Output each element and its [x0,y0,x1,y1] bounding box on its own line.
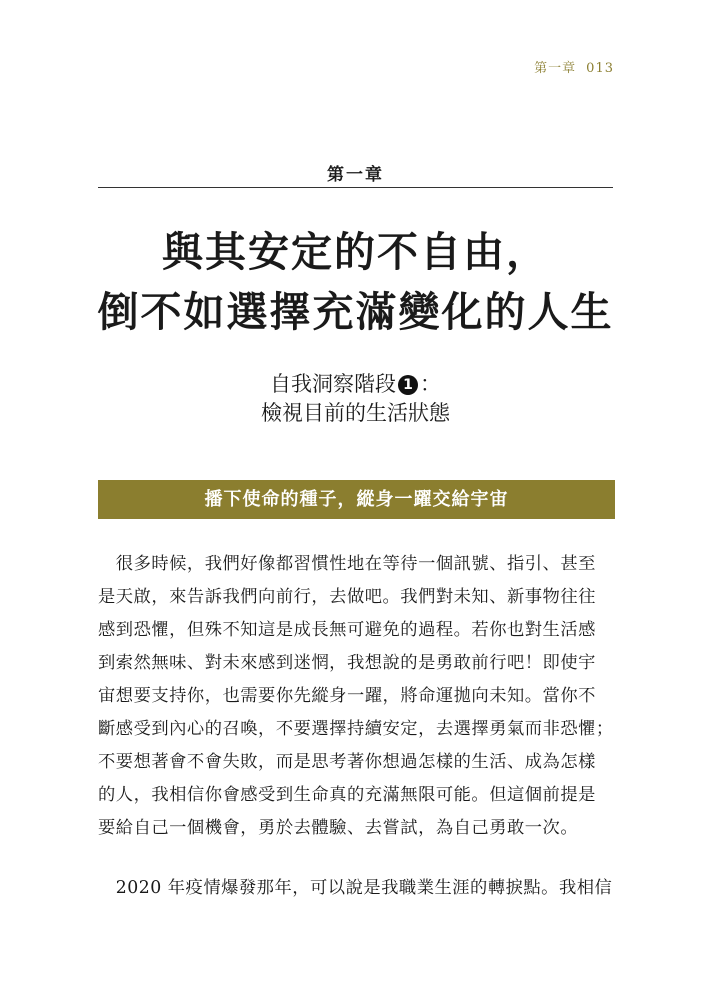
chapter-title-line-1: 與其安定的不自由， [162,228,549,276]
paragraph-line: 要給自己一個機會，勇於去體驗、去嘗試，為自己勇敢一次。 [98,818,579,838]
paragraph-line: 不要想著會不會失敗，而是思考著你想過怎樣的生活、成為怎樣 [98,752,596,772]
paragraph-line: 到索然無味、對未來感到迷惘，我想說的是勇敢前行吧！即使宇 [98,653,596,673]
chapter-title-line-2: 倒不如選擇充滿變化的人生 [97,288,614,336]
subtitle-line-2: 檢視目前的生活狀態 [261,401,450,425]
running-head [534,57,614,76]
paragraph-line: 2020 年疫情爆發那年，可以說是我職業生涯的轉捩點。我相信 [98,878,613,898]
section-heading: 播下使命的種子，縱身一躍交給宇宙 [98,480,615,519]
chapter-subtitle [0,370,711,428]
paragraph-line: 是天啟，來告訴我們向前行，去做吧。我們對未知、新事物往往 [98,587,596,607]
chapter-label: 第一章 [327,165,384,185]
page-number: 013 [586,61,614,76]
subtitle-line-1 [0,370,711,399]
subtitle-colon: ： [420,372,441,396]
paragraph-line: 宙想要支持你，也需要你先縱身一躍，將命運拋向未知。當你不 [98,686,596,706]
paragraph-line: 很多時候，我們好像都習慣性地在等待一個訊號、指引、甚至 [98,554,596,574]
stage-number-badge: 1 [398,375,418,395]
subtitle-prefix: 自我洞察階段 [270,372,396,396]
paragraph-line: 感到恐懼，但殊不知這是成長無可避免的過程。若你也對生活感 [98,620,596,640]
running-head-chapter: 第一章 [534,61,577,76]
chapter-divider [98,187,613,188]
paragraph-1 [98,548,615,845]
paragraph-line: 斷感受到內心的召喚，不要選擇持續安定，去選擇勇氣而非恐懼； [98,719,614,739]
chapter-title [0,222,711,342]
paragraph-line: 的人，我相信你會感受到生命真的充滿無限可能。但這個前提是 [98,785,596,805]
paragraph-2 [98,872,615,905]
